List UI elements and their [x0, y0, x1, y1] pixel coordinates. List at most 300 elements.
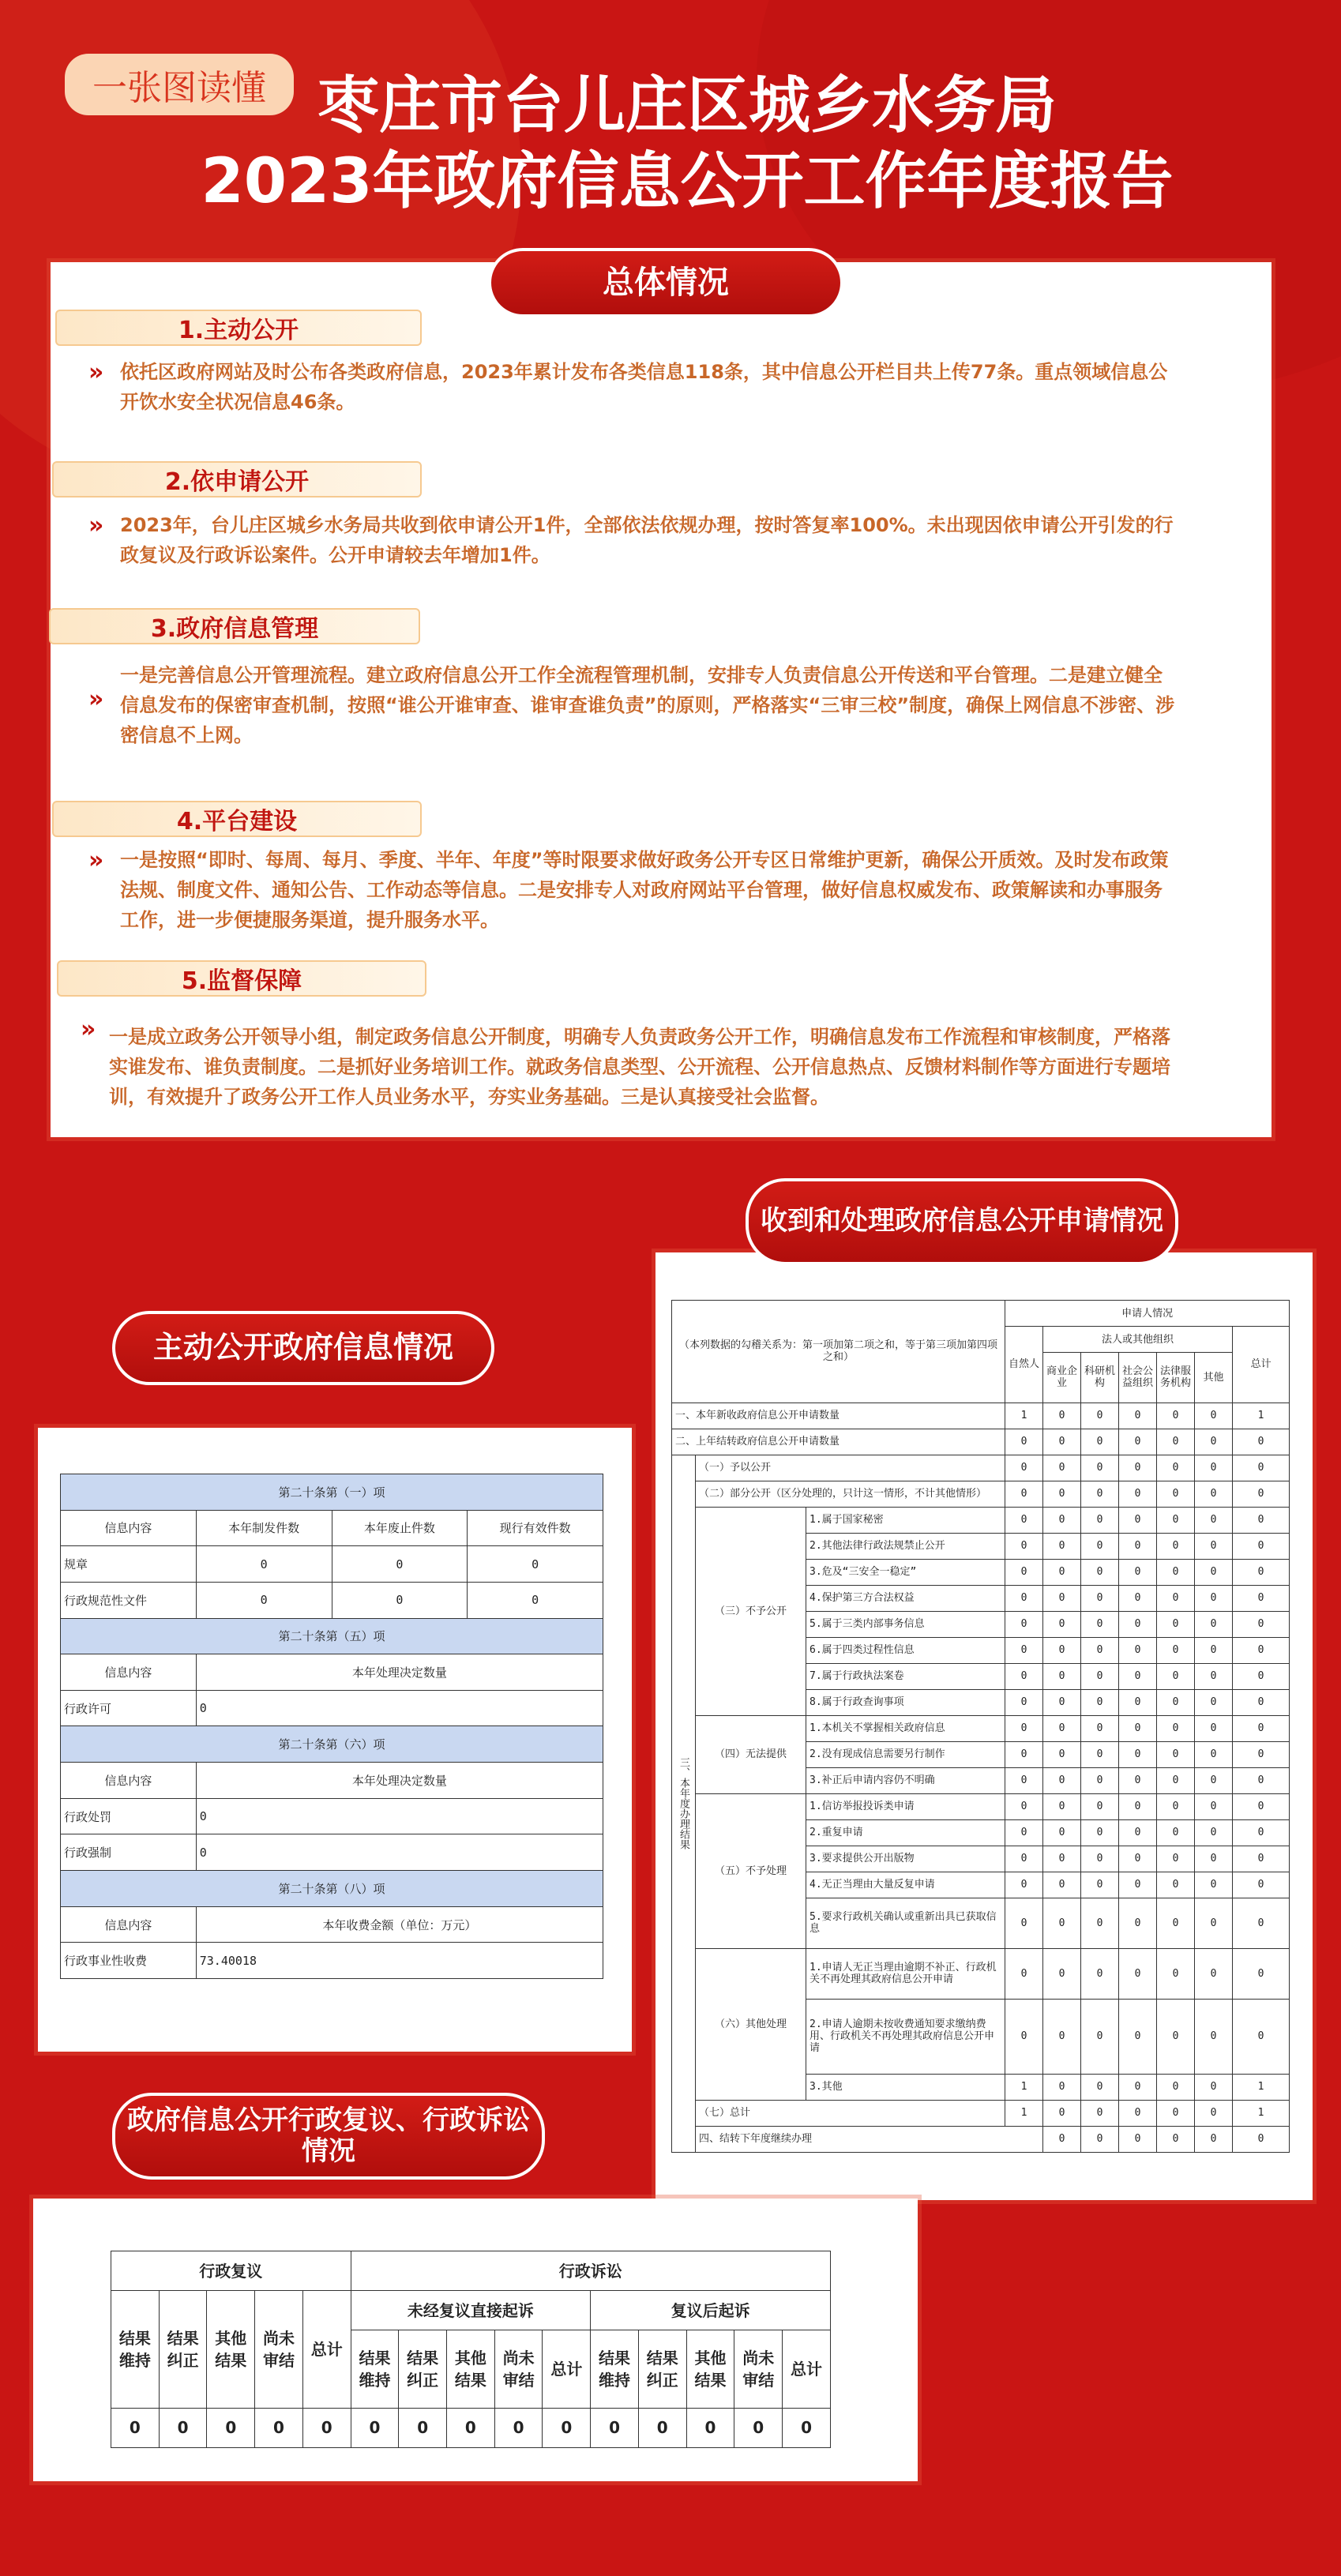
table-cell: 0 — [1157, 1898, 1195, 1948]
table-cell: 0 — [1233, 1585, 1290, 1611]
table-cell: 5.要求行政机关确认或重新出具已获取信息 — [806, 1898, 1005, 1948]
table-cell: 2.没有现成信息需要另行制作 — [806, 1741, 1005, 1767]
table-cell: 0 — [1119, 1585, 1157, 1611]
table-cell: 0 — [1119, 1872, 1157, 1898]
section-title: 3.政府信息管理 — [49, 608, 420, 644]
table-cell: 四、结转下年度继续办理 — [696, 2126, 1043, 2152]
table-cell: 0 — [1081, 1872, 1119, 1898]
table-cell: 0 — [1233, 1559, 1290, 1585]
table-cell: 尚未审结 — [734, 2330, 783, 2409]
section-text: 一是完善信息公开管理流程。建立政府信息公开工作全流程管理机制，安排专人负责信息公开传送和平台管理。二是建立健全信息发布的保密审查机制，按照“谁公开谁审查、谁审查谁负责”的原则，严格落实“三审三校”制度，确保上网信息不涉密、涉密信息不上网。 — [120, 664, 1175, 746]
table-cell: 0 — [591, 2408, 639, 2447]
table-cell: 结果纠正 — [638, 2330, 686, 2409]
table-cell: 0 — [1157, 2100, 1195, 2126]
table-cell: 0 — [1119, 2074, 1157, 2100]
table-cell: 0 — [1195, 1663, 1233, 1689]
review-table — [111, 2251, 831, 2448]
table-cell: 0 — [1233, 1715, 1290, 1741]
table-cell: 结果维持 — [111, 2291, 160, 2409]
section-text: 依托区政府网站及时公布各类政府信息，2023年累计发布各类信息118条，其中信息公开栏目共上传77条。重点领域信息公开饮水安全状况信息46条。 — [120, 361, 1168, 413]
requests-table — [671, 1300, 1289, 2153]
table-cell: 其他结果 — [447, 2330, 495, 2409]
table-cell: 0 — [1081, 1767, 1119, 1793]
table-cell: 0 — [1081, 1689, 1119, 1715]
table-cell: 行政强制 — [61, 1834, 197, 1871]
table-cell: 总计 — [302, 2291, 351, 2409]
table-cell: 其他结果 — [207, 2291, 255, 2409]
table-cell: 法人或其他组织 — [1043, 1327, 1233, 1353]
table-cell: 0 — [196, 1582, 332, 1618]
table-cell: 0 — [1005, 1637, 1043, 1663]
table-cell: 0 — [1233, 1689, 1290, 1715]
table-cell: 0 — [1043, 2100, 1081, 2126]
table-cell: 1 — [1233, 2100, 1290, 2126]
header-tag: 一张图读懂 — [65, 54, 294, 115]
table-cell: 0 — [1157, 1948, 1195, 1999]
table-cell: 一、本年新收政府信息公开申请数量 — [672, 1403, 1005, 1429]
table-cell: 结果维持 — [351, 2330, 399, 2409]
table-cell: 1.申请人无正当理由逾期不补正、行政机关不再处理其政府信息公开申请 — [806, 1948, 1005, 1999]
table-cell: 0 — [1081, 1585, 1119, 1611]
table-cell: 0 — [1043, 1403, 1081, 1429]
table-cell: 0 — [1195, 2100, 1233, 2126]
table-cell: 0 — [1233, 1948, 1290, 1999]
table-cell: 信息内容 — [61, 1906, 197, 1943]
table-cell: （本列数据的勾稽关系为：第一项加第二项之和，等于第三项加第四项之和） — [672, 1301, 1005, 1403]
table-cell: 0 — [1195, 1637, 1233, 1663]
table-cell: 0 — [1081, 1429, 1119, 1455]
table-cell: 现行有效件数 — [468, 1510, 603, 1546]
table-cell: 结果维持 — [591, 2330, 639, 2409]
table-cell: 0 — [1119, 1637, 1157, 1663]
section-text: 一是成立政务公开领导小组，制定政务信息公开制度，明确专人负责政务公开工作，明确信息发布工作流程和审核制度，严格落实谁发布、谁负责制度。二是抓好业务培训工作。就政务信息类型、公开流程、公开信息热点、反馈材料制作等方面进行专题培训，有效提升了政务公开工作人员业务水平，夯实业务基础。三是认真接受社会监督。 — [109, 1026, 1170, 1108]
table-cell: 规章 — [61, 1546, 197, 1583]
requests-heading: 收到和处理政府信息公开申请情况 — [746, 1178, 1178, 1265]
table-cell: 0 — [1119, 2100, 1157, 2126]
table-cell: 0 — [1043, 1429, 1081, 1455]
table-cell: 0 — [1043, 1846, 1081, 1872]
section-title: 1.主动公开 — [55, 310, 422, 346]
table-cell: 0 — [1195, 1429, 1233, 1455]
table-cell: （五）不予处理 — [696, 1793, 806, 1948]
table-cell: 结果纠正 — [159, 2291, 207, 2409]
table-cell: 本年制发件数 — [196, 1510, 332, 1546]
table-cell: 0 — [1043, 1767, 1081, 1793]
table-cell: 0 — [1005, 1872, 1043, 1898]
table-cell: 0 — [1157, 2126, 1195, 2152]
table-cell: 0 — [1081, 1898, 1119, 1948]
table-cell: 0 — [111, 2408, 160, 2447]
page-title-line2: 2023年政府信息公开工作年度报告 — [201, 146, 1174, 217]
table-cell: 0 — [1005, 1611, 1043, 1637]
table-cell: 0 — [1043, 2126, 1081, 2152]
table-cell: 其他结果 — [686, 2330, 734, 2409]
table-cell: 法律服务机构 — [1157, 1353, 1195, 1403]
table-cell: 0 — [1081, 1819, 1119, 1846]
table-cell: （二）部分公开（区分处理的，只计这一情形，不计其他情形） — [696, 1481, 1005, 1507]
table-cell: 尚未审结 — [255, 2291, 303, 2409]
section-text: 一是按照“即时、每周、每月、季度、半年、年度”等时限要求做好政务公开专区日常维护更新，确保公开质效。及时发布政策法规、制度文件、通知公告、工作动态等信息。二是安排专人对政府网站平台管理，做好信息权威发布、政策解读和办事服务工作，进一步便捷服务渠道，提升服务水平。 — [120, 849, 1169, 931]
table-cell: 0 — [196, 1546, 332, 1583]
table-cell: 行政许可 — [61, 1690, 197, 1726]
table-cell: 0 — [1157, 1715, 1195, 1741]
table-cell: 0 — [1233, 1793, 1290, 1819]
table-cell: 尚未审结 — [494, 2330, 543, 2409]
table-cell: 复议后起诉 — [591, 2291, 831, 2330]
table-cell: 0 — [1005, 1429, 1043, 1455]
table-cell: 0 — [196, 1690, 603, 1726]
table-cell: 0 — [1043, 1872, 1081, 1898]
table-cell: 0 — [1195, 1585, 1233, 1611]
table-cell: 其他 — [1195, 1353, 1233, 1403]
table-cell: 行政诉讼 — [351, 2251, 830, 2291]
table-cell: 1.属于国家秘密 — [806, 1507, 1005, 1533]
table-cell: 6.属于四类过程性信息 — [806, 1637, 1005, 1663]
table-cell: 1 — [1233, 2074, 1290, 2100]
table-cell: 0 — [1233, 1533, 1290, 1559]
table-cell: 0 — [1119, 1741, 1157, 1767]
table-cell: 0 — [1157, 1689, 1195, 1715]
table-cell: 未经复议直接起诉 — [351, 2291, 591, 2330]
table-cell: 0 — [1043, 1741, 1081, 1767]
table-cell: 0 — [1081, 1663, 1119, 1689]
table-cell: 0 — [494, 2408, 543, 2447]
table-cell: 行政事业性收费 — [61, 1943, 197, 1979]
table-cell: 0 — [1157, 1872, 1195, 1898]
table-cell: 0 — [1081, 1637, 1119, 1663]
chevron-right-icon: » — [88, 512, 104, 539]
table-cell: 总计 — [543, 2330, 591, 2409]
table-cell: 73.40018 — [196, 1943, 603, 1979]
table-cell: 0 — [1195, 2074, 1233, 2100]
table-cell: 0 — [1157, 1559, 1195, 1585]
table-cell: 0 — [1157, 1429, 1195, 1455]
table-cell: 0 — [1233, 1663, 1290, 1689]
table-cell: 0 — [1081, 1999, 1119, 2074]
table-cell: 0 — [159, 2408, 207, 2447]
table-cell: 0 — [1157, 1741, 1195, 1767]
table-cell: 0 — [1043, 1507, 1081, 1533]
table-cell: 0 — [1119, 1689, 1157, 1715]
table-cell: 0 — [1233, 1429, 1290, 1455]
table-cell: 0 — [1195, 1846, 1233, 1872]
table-cell: 0 — [255, 2408, 303, 2447]
table-cell: 0 — [1043, 1481, 1081, 1507]
table-cell: 第二十条第（五）项 — [61, 1618, 603, 1654]
table-cell: 0 — [1043, 1898, 1081, 1948]
table-cell: 0 — [1195, 1533, 1233, 1559]
table-cell: 0 — [1233, 1455, 1290, 1481]
table-cell: 3.补正后申请内容仍不明确 — [806, 1767, 1005, 1793]
table-cell: 0 — [399, 2408, 447, 2447]
page-title-line1: 枣庄市台儿庄区城乡水务局 — [317, 70, 1057, 141]
table-cell: 0 — [1119, 1793, 1157, 1819]
table-cell: 0 — [302, 2408, 351, 2447]
table-cell: 0 — [1195, 1455, 1233, 1481]
table-cell: 2.其他法律行政法规禁止公开 — [806, 1533, 1005, 1559]
table-cell: 1.本机关不掌握相关政府信息 — [806, 1715, 1005, 1741]
table-cell: 0 — [783, 2408, 831, 2447]
table-cell: 0 — [1195, 1999, 1233, 2074]
table-cell: 0 — [1043, 1637, 1081, 1663]
table-cell: 0 — [1081, 1611, 1119, 1637]
table-cell: 0 — [351, 2408, 399, 2447]
table-cell: 结果纠正 — [399, 2330, 447, 2409]
table-cell: 第二十条第（一）项 — [61, 1474, 603, 1511]
table-cell: 1 — [1005, 2100, 1043, 2126]
table-cell: 0 — [1233, 1481, 1290, 1507]
table-cell: 0 — [1195, 1611, 1233, 1637]
table-cell: 0 — [1157, 1585, 1195, 1611]
table-cell: 3.其他 — [806, 2074, 1005, 2100]
table-cell: 0 — [1195, 1767, 1233, 1793]
table-cell: 0 — [1233, 1999, 1290, 2074]
table-cell: 0 — [1157, 1637, 1195, 1663]
section-title: 4.平台建设 — [52, 801, 422, 837]
table-cell: 0 — [1233, 2126, 1290, 2152]
proactive-table — [60, 1474, 603, 1979]
table-cell: 行政复议 — [111, 2251, 351, 2291]
table-cell: 三、本年度办理结果 — [672, 1455, 696, 2152]
table-cell: 0 — [1195, 1689, 1233, 1715]
section-text: 2023年，台儿庄区城乡水务局共收到依申请公开1件，全部依法依规办理，按时答复率100%。未出现因依申请公开引发的行政复议及行政诉讼案件。公开申请较去年增加1件。 — [120, 514, 1174, 566]
table-cell: 4.保护第三方合法权益 — [806, 1585, 1005, 1611]
table-cell: 0 — [1119, 1663, 1157, 1689]
table-cell: 二、上年结转政府信息公开申请数量 — [672, 1429, 1005, 1455]
table-cell: 0 — [1157, 2074, 1195, 2100]
table-cell: 0 — [1005, 1559, 1043, 1585]
table-cell: 0 — [1081, 1559, 1119, 1585]
table-cell: 0 — [1119, 1455, 1157, 1481]
table-cell: 总计 — [1233, 1327, 1290, 1403]
table-cell: 社会公益组织 — [1119, 1353, 1157, 1403]
table-cell: 0 — [1081, 1741, 1119, 1767]
table-cell: 1 — [1005, 1403, 1043, 1429]
table-cell: 0 — [1005, 1481, 1043, 1507]
table-cell: 2.重复申请 — [806, 1819, 1005, 1846]
table-cell: 0 — [1081, 1455, 1119, 1481]
table-cell: 0 — [1195, 1481, 1233, 1507]
table-cell: 自然人 — [1005, 1327, 1043, 1403]
review-heading: 政府信息公开行政复议、行政诉讼情况 — [112, 2093, 545, 2180]
table-cell: 0 — [1119, 1767, 1157, 1793]
table-cell: 7.属于行政执法案卷 — [806, 1663, 1005, 1689]
table-cell: 科研机构 — [1081, 1353, 1119, 1403]
table-cell: 0 — [1081, 2100, 1119, 2126]
table-cell: 0 — [1081, 1715, 1119, 1741]
table-cell: 0 — [734, 2408, 783, 2447]
table-cell: 0 — [1119, 1948, 1157, 1999]
table-cell: 0 — [1043, 1559, 1081, 1585]
table-cell: 0 — [1119, 1819, 1157, 1846]
table-cell: 0 — [1119, 1898, 1157, 1948]
table-cell: 0 — [1043, 1533, 1081, 1559]
table-cell: 0 — [1233, 1767, 1290, 1793]
table-cell: 0 — [1119, 1611, 1157, 1637]
table-cell: 0 — [1195, 1872, 1233, 1898]
table-cell: 0 — [1043, 1455, 1081, 1481]
table-cell: 0 — [1005, 1948, 1043, 1999]
table-cell: 0 — [1081, 1481, 1119, 1507]
table-cell: 0 — [1233, 1819, 1290, 1846]
table-cell: 行政处罚 — [61, 1798, 197, 1834]
table-cell: 0 — [1081, 2074, 1119, 2100]
table-cell: 0 — [1157, 1663, 1195, 1689]
table-cell: 0 — [1005, 1455, 1043, 1481]
table-cell: 0 — [1119, 2126, 1157, 2152]
table-cell: 1.信访举报投诉类申请 — [806, 1793, 1005, 1819]
table-cell: 0 — [1195, 1898, 1233, 1948]
table-cell: （三）不予公开 — [696, 1507, 806, 1715]
table-cell: 0 — [1005, 1793, 1043, 1819]
table-cell: 0 — [1043, 1819, 1081, 1846]
table-cell: 第二十条第（六）项 — [61, 1726, 603, 1763]
table-cell: 0 — [1081, 1403, 1119, 1429]
table-cell: 0 — [1005, 1689, 1043, 1715]
table-cell: 0 — [1005, 1507, 1043, 1533]
table-cell: 3.要求提供公开出版物 — [806, 1846, 1005, 1872]
table-cell: 0 — [1043, 1663, 1081, 1689]
table-cell: 0 — [1081, 1793, 1119, 1819]
table-cell: 0 — [1081, 2126, 1119, 2152]
table-cell: 信息内容 — [61, 1654, 197, 1691]
table-cell: 0 — [1119, 1846, 1157, 1872]
table-cell: 0 — [1005, 1741, 1043, 1767]
table-cell: 0 — [1081, 1533, 1119, 1559]
table-cell: 商业企业 — [1043, 1353, 1081, 1403]
table-cell: （六）其他处理 — [696, 1948, 806, 2100]
table-cell: 0 — [1043, 1585, 1081, 1611]
table-cell: 0 — [1157, 1533, 1195, 1559]
section-title: 5.监督保障 — [57, 960, 426, 997]
table-cell: 3.危及“三安全一稳定” — [806, 1559, 1005, 1585]
table-cell: （七）总计 — [696, 2100, 1005, 2126]
table-cell: 0 — [1157, 1455, 1195, 1481]
section-title: 2.依申请公开 — [52, 461, 422, 498]
table-cell: 0 — [1119, 1999, 1157, 2074]
table-cell: 1 — [1233, 1403, 1290, 1429]
table-cell: 0 — [686, 2408, 734, 2447]
table-cell: 5.属于三类内部事务信息 — [806, 1611, 1005, 1637]
table-cell: 0 — [1195, 2126, 1233, 2152]
table-cell: 0 — [1195, 1403, 1233, 1429]
table-cell: 0 — [332, 1582, 468, 1618]
table-cell: 0 — [196, 1798, 603, 1834]
table-cell: 0 — [1157, 1507, 1195, 1533]
table-cell: 0 — [1157, 1611, 1195, 1637]
table-cell: 0 — [1157, 1846, 1195, 1872]
table-cell: 0 — [196, 1834, 603, 1871]
table-cell: 本年处理决定数量 — [196, 1763, 603, 1799]
table-cell: 0 — [1119, 1559, 1157, 1585]
table-cell: 0 — [1119, 1507, 1157, 1533]
table-cell: 0 — [1233, 1846, 1290, 1872]
chevron-right-icon: » — [88, 685, 104, 713]
chevron-right-icon: » — [88, 359, 104, 386]
table-cell: 0 — [1195, 1741, 1233, 1767]
table-cell: 0 — [1119, 1429, 1157, 1455]
table-cell: 0 — [1233, 1637, 1290, 1663]
table-cell: 1 — [1005, 2074, 1043, 2100]
table-cell: 0 — [1195, 1507, 1233, 1533]
table-cell: 8.属于行政查询事项 — [806, 1689, 1005, 1715]
table-cell: 信息内容 — [61, 1510, 197, 1546]
table-cell: 0 — [1157, 1481, 1195, 1507]
table-cell: 0 — [332, 1546, 468, 1583]
table-cell: 0 — [1005, 1819, 1043, 1846]
table-cell: 0 — [1081, 1846, 1119, 1872]
table-cell: 0 — [1043, 1948, 1081, 1999]
table-cell: 0 — [1157, 1767, 1195, 1793]
table-cell: 0 — [1233, 1507, 1290, 1533]
table-cell: 本年废止件数 — [332, 1510, 468, 1546]
chevron-right-icon: » — [81, 1016, 96, 1043]
overview-heading: 总体情况 — [488, 248, 843, 317]
table-cell: 0 — [543, 2408, 591, 2447]
table-cell: 0 — [1081, 1507, 1119, 1533]
table-cell: 0 — [1233, 1898, 1290, 1948]
table-cell: 0 — [1233, 1741, 1290, 1767]
table-cell: 0 — [1195, 1819, 1233, 1846]
table-cell: 0 — [1043, 1715, 1081, 1741]
table-cell: 0 — [1005, 1663, 1043, 1689]
table-cell: 第二十条第（八）项 — [61, 1871, 603, 1907]
table-cell: 0 — [1195, 1559, 1233, 1585]
table-cell: 0 — [1195, 1948, 1233, 1999]
table-cell: 0 — [1043, 1999, 1081, 2074]
table-cell: 0 — [1005, 1767, 1043, 1793]
table-cell: （四）无法提供 — [696, 1715, 806, 1793]
table-cell: 0 — [638, 2408, 686, 2447]
table-cell: 0 — [1157, 1793, 1195, 1819]
proactive-heading: 主动公开政府信息情况 — [112, 1311, 494, 1385]
table-cell: 0 — [1005, 1533, 1043, 1559]
table-cell: 0 — [468, 1546, 603, 1583]
table-cell: 0 — [1119, 1533, 1157, 1559]
table-cell: 0 — [1195, 1793, 1233, 1819]
table-cell: 总计 — [783, 2330, 831, 2409]
table-cell: 0 — [1119, 1715, 1157, 1741]
table-cell: 0 — [1119, 1481, 1157, 1507]
chevron-right-icon: » — [88, 847, 104, 874]
table-cell: 0 — [207, 2408, 255, 2447]
table-cell: 0 — [1157, 1999, 1195, 2074]
table-cell: 4.无正当理由大量反复申请 — [806, 1872, 1005, 1898]
table-cell: 行政规范性文件 — [61, 1582, 197, 1618]
table-cell: 0 — [1005, 1715, 1043, 1741]
table-cell: 0 — [1043, 1689, 1081, 1715]
table-cell: 0 — [1157, 1819, 1195, 1846]
table-cell: （一）予以公开 — [696, 1455, 1005, 1481]
table-cell: 0 — [1233, 1611, 1290, 1637]
table-cell: 0 — [1043, 1793, 1081, 1819]
table-cell: 申请人情况 — [1005, 1301, 1290, 1327]
table-cell: 0 — [1005, 1846, 1043, 1872]
table-cell: 信息内容 — [61, 1763, 197, 1799]
table-cell: 本年处理决定数量 — [196, 1654, 603, 1691]
table-cell: 0 — [1005, 1585, 1043, 1611]
table-cell: 0 — [1081, 1948, 1119, 1999]
table-cell: 0 — [1233, 1872, 1290, 1898]
table-cell: 0 — [1005, 1999, 1043, 2074]
table-cell: 0 — [1043, 1611, 1081, 1637]
table-cell: 0 — [468, 1582, 603, 1618]
table-cell: 0 — [1043, 2074, 1081, 2100]
table-cell: 0 — [1157, 1403, 1195, 1429]
table-cell: 0 — [1195, 1715, 1233, 1741]
table-cell: 0 — [1005, 1898, 1043, 1948]
table-cell: 0 — [1119, 1403, 1157, 1429]
